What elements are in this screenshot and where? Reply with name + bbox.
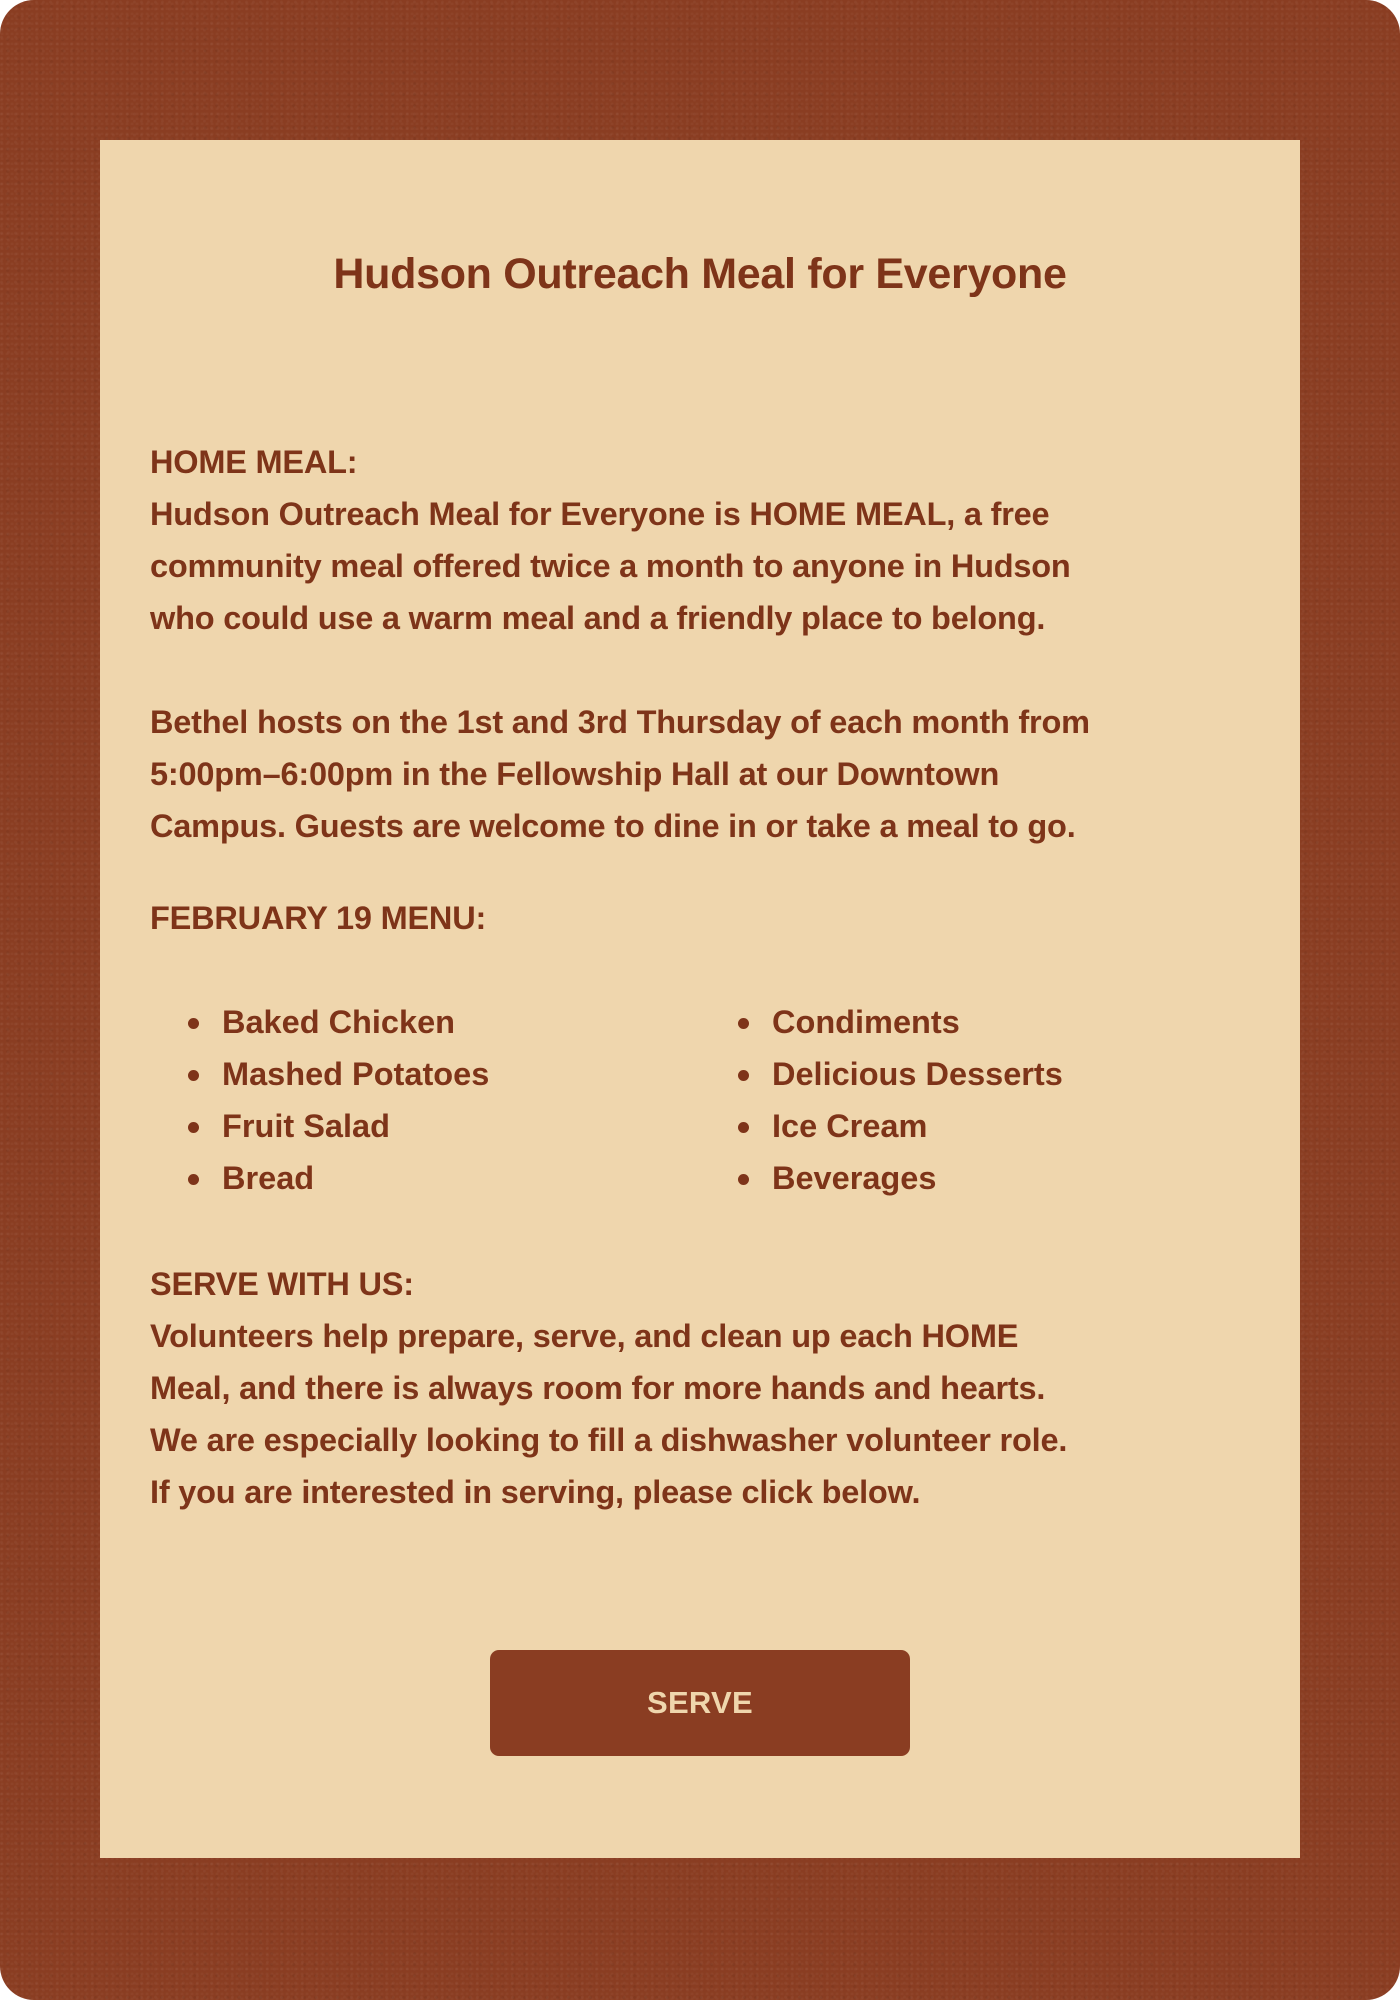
home-meal-section [150,436,1250,644]
serve-line: Volunteers help prepare, serve, and clean up each HOME [150,1318,1019,1354]
home-meal-line: who could use a warm meal and a friendly place to belong. [150,600,1046,636]
serve-line: If you are interested in serving, please click below. [150,1474,921,1510]
hosting-line: Campus. Guests are welcome to dine in or take a meal to go. [150,808,1076,844]
serve-heading: SERVE WITH US: [150,1266,414,1302]
menu-list [150,996,1250,1204]
hosting-line: 5:00pm–6:00pm in the Fellowship Hall at our Downtown [150,756,1000,792]
menu-item: Mashed Potatoes [150,1048,700,1100]
flyer-panel [100,140,1300,1858]
menu-item: Ice Cream [700,1100,1250,1152]
menu-item: Bread [150,1152,700,1204]
home-meal-line: community meal offered twice a month to anyone in Hudson [150,548,1071,584]
hosting-line: Bethel hosts on the 1st and 3rd Thursday of each month from [150,704,1090,740]
page-title: Hudson Outreach Meal for Everyone [333,250,1067,298]
menu-item: Condiments [700,996,1250,1048]
home-meal-line: Hudson Outreach Meal for Everyone is HOME MEAL, a free [150,496,1050,532]
menu-item: Beverages [700,1152,1250,1204]
home-meal-heading: HOME MEAL: [150,444,358,480]
menu-column-right [700,996,1250,1204]
serve-section [150,1258,1250,1518]
serve-line: Meal, and there is always room for more hands and hearts. [150,1370,1046,1406]
menu-item: Delicious Desserts [700,1048,1250,1100]
serve-button[interactable]: SERVE [490,1650,910,1756]
menu-item: Fruit Salad [150,1100,700,1152]
menu-item: Baked Chicken [150,996,700,1048]
hosting-section [150,696,1250,852]
menu-heading: FEBRUARY 19 MENU: [150,900,487,936]
menu-column-left [150,996,700,1204]
serve-line: We are especially looking to fill a dishwasher volunteer role. [150,1422,1068,1458]
